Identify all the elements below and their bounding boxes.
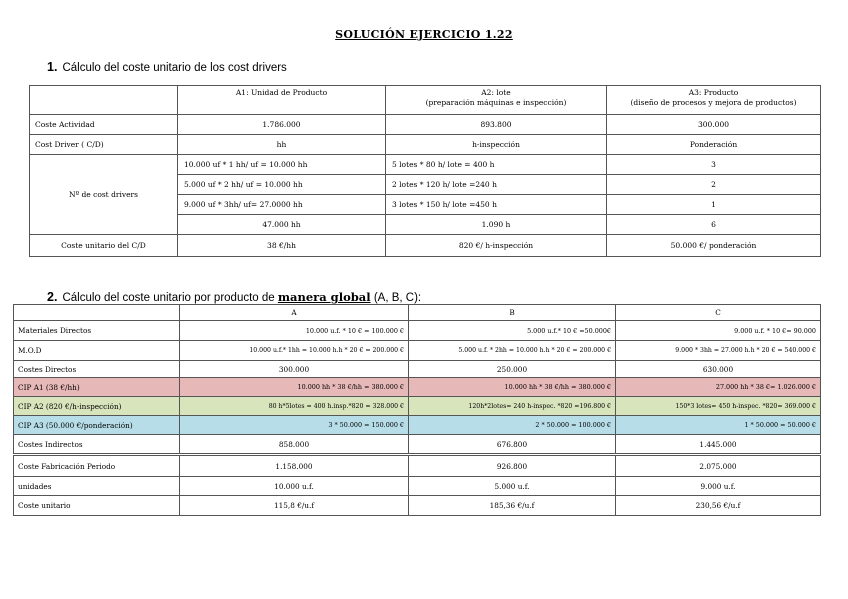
row-label: Coste Actividad [30, 115, 178, 135]
cell-a: 10.000 u.f. [180, 477, 409, 496]
cell-a1: 5.000 uf * 2 hh/ uf = 10.000 hh [178, 175, 386, 195]
cell-c: 9.000 u.f. [616, 477, 821, 496]
cell-a2: 1.090 h [386, 215, 607, 235]
row-coste-fabricacion [14, 455, 821, 477]
cell-a: 3 * 50.000 = 150.000 € [180, 416, 409, 435]
row-costes-indirectos [14, 435, 821, 455]
cell-a: 10.000 u.f.* 1hh = 10.000 h.h * 20 € = 200.000 € [180, 341, 409, 361]
cell-c: 230,56 €/u.f [616, 496, 821, 516]
row-label: Coste unitario del C/D [30, 235, 178, 257]
cell-b: 5.000 u.f.* 10 € =50.000€ [409, 321, 616, 341]
cell-b: 250.000 [409, 361, 616, 378]
cell-a: 115,8 €/u.f [180, 496, 409, 516]
cell-c: 9.000 u.f. * 10 €= 90.000 [616, 321, 821, 341]
header-a2-line2: (preparación máquinas e inspección) [425, 98, 567, 107]
cell-c: 2.075.000 [616, 455, 821, 477]
row-label: Costes Indirectos [14, 435, 180, 455]
header-b: B [409, 305, 616, 321]
cell-c: 27.000 hh * 38 €= 1.026.000 € [616, 378, 821, 397]
row-coste-actividad [30, 115, 821, 135]
row-label: Materiales Directos [14, 321, 180, 341]
cell-b: 926.800 [409, 455, 616, 477]
num-drivers-label: Nº de cost drivers [30, 155, 178, 235]
cost-drivers-table [29, 85, 821, 257]
section-2-text: Cálculo del coste unitario por producto de [62, 292, 278, 304]
cell-a: 10.000 hh * 38 €/hh = 380.000 € [180, 378, 409, 397]
row-coste-unitario [30, 235, 821, 257]
row-label: CIP A2 (820 €/h-inspección) [14, 397, 180, 416]
cell-a3: 1 [607, 195, 821, 215]
section-1-heading [47, 60, 287, 74]
row-unidades [14, 477, 821, 496]
header-c: C [616, 305, 821, 321]
cell-a2: 2 lotes * 120 h/ lote =240 h [386, 175, 607, 195]
cell-b: 2 * 50.000 = 100.000 € [409, 416, 616, 435]
header-row [14, 305, 821, 321]
section-2-heading [47, 290, 421, 304]
header-a2 [386, 86, 607, 115]
cell-a3: Ponderación [607, 135, 821, 155]
cell-a: 858.000 [180, 435, 409, 455]
section-2-number: 2. [47, 290, 58, 304]
cell-a3: 6 [607, 215, 821, 235]
row-cip-a1 [14, 378, 821, 397]
section-2-text-after: (A, B, C): [370, 292, 422, 304]
row-label: M.O.D [14, 341, 180, 361]
header-a: A [180, 305, 409, 321]
row-costes-directos [14, 361, 821, 378]
cell-a2: 5 lotes * 80 h/ lote = 400 h [386, 155, 607, 175]
header-a3-line1: A3: Producto [688, 88, 739, 97]
cell-c: 1 * 50.000 = 50.000 € [616, 416, 821, 435]
header-a2-line1: A2: lote [481, 88, 511, 97]
cell-a3: 50.000 €/ ponderación [607, 235, 821, 257]
cell-a1: 47.000 hh [178, 215, 386, 235]
cell-b: 676.800 [409, 435, 616, 455]
cell-b: 120h*2lotes= 240 h-inspec. *820 =196.800 € [409, 397, 616, 416]
section-1-text: Cálculo del coste unitario de los cost drivers [62, 62, 287, 74]
cell-a2: 3 lotes * 150 h/ lote =450 h [386, 195, 607, 215]
header-a3-line2: (diseño de procesos y mejora de productos) [630, 98, 797, 107]
cell-a: 300.000 [180, 361, 409, 378]
section-1-number: 1. [47, 60, 58, 74]
header-a3 [607, 86, 821, 115]
cell-c: 1.445.000 [616, 435, 821, 455]
cell-c: 630.000 [616, 361, 821, 378]
cell-a: 1.158.000 [180, 455, 409, 477]
row-label: Costes Directos [14, 361, 180, 378]
header-empty-cell [14, 305, 180, 321]
row-materiales-directos [14, 321, 821, 341]
cell-a3: 300.000 [607, 115, 821, 135]
row-cip-a3 [14, 416, 821, 435]
cell-a: 10.000 u.f. * 10 € = 100.000 € [180, 321, 409, 341]
row-label: CIP A3 (50.000 €/ponderación) [14, 416, 180, 435]
cell-b: 5.000 u.f. [409, 477, 616, 496]
row-label: Cost Driver ( C/D) [30, 135, 178, 155]
cell-a3: 2 [607, 175, 821, 195]
cell-a3: 3 [607, 155, 821, 175]
product-costs-table [13, 304, 821, 516]
header-a1: A1: Unidad de Producto [178, 86, 386, 115]
row-label: Coste Fabricación Periodo [14, 455, 180, 477]
cell-a2: 893.800 [386, 115, 607, 135]
row-mod [14, 341, 821, 361]
cell-a1: 1.786.000 [178, 115, 386, 135]
header-empty-cell [30, 86, 178, 115]
row-label: Coste unitario [14, 496, 180, 516]
row-label: unidades [14, 477, 180, 496]
cell-a1: 10.000 uf * 1 hh/ uf = 10.000 hh [178, 155, 386, 175]
cell-a2: h-inspección [386, 135, 607, 155]
cell-c: 150*3 lotes= 450 h-inspec. *820= 369.000 € [616, 397, 821, 416]
row-cip-a2 [14, 397, 821, 416]
page-title: SOLUCIÓN EJERCICIO 1.22 [335, 28, 513, 41]
cell-a1: 9.000 uf * 3hh/ uf= 27.0000 hh [178, 195, 386, 215]
row-cost-driver [30, 135, 821, 155]
cell-c: 9.000 * 3hh = 27.000 h.h * 20 € = 540.000 € [616, 341, 821, 361]
cell-b: 185,36 €/u.f [409, 496, 616, 516]
cell-b: 10.000 hh * 38 €/hh = 380.000 € [409, 378, 616, 397]
cell-b: 5.000 u.f. * 2hh = 10.000 h.h * 20 € = 200.000 € [409, 341, 616, 361]
row-label: CIP A1 (38 €/hh) [14, 378, 180, 397]
row-num-drivers-1 [30, 155, 821, 175]
row-coste-unitario [14, 496, 821, 516]
section-2-global: manera global [277, 290, 371, 304]
cell-a2: 820 €/ h-inspección [386, 235, 607, 257]
cell-a1: hh [178, 135, 386, 155]
cell-a: 80 h*5lotes = 400 h.insp.*820 = 328.000 € [180, 397, 409, 416]
cell-a1: 38 €/hh [178, 235, 386, 257]
